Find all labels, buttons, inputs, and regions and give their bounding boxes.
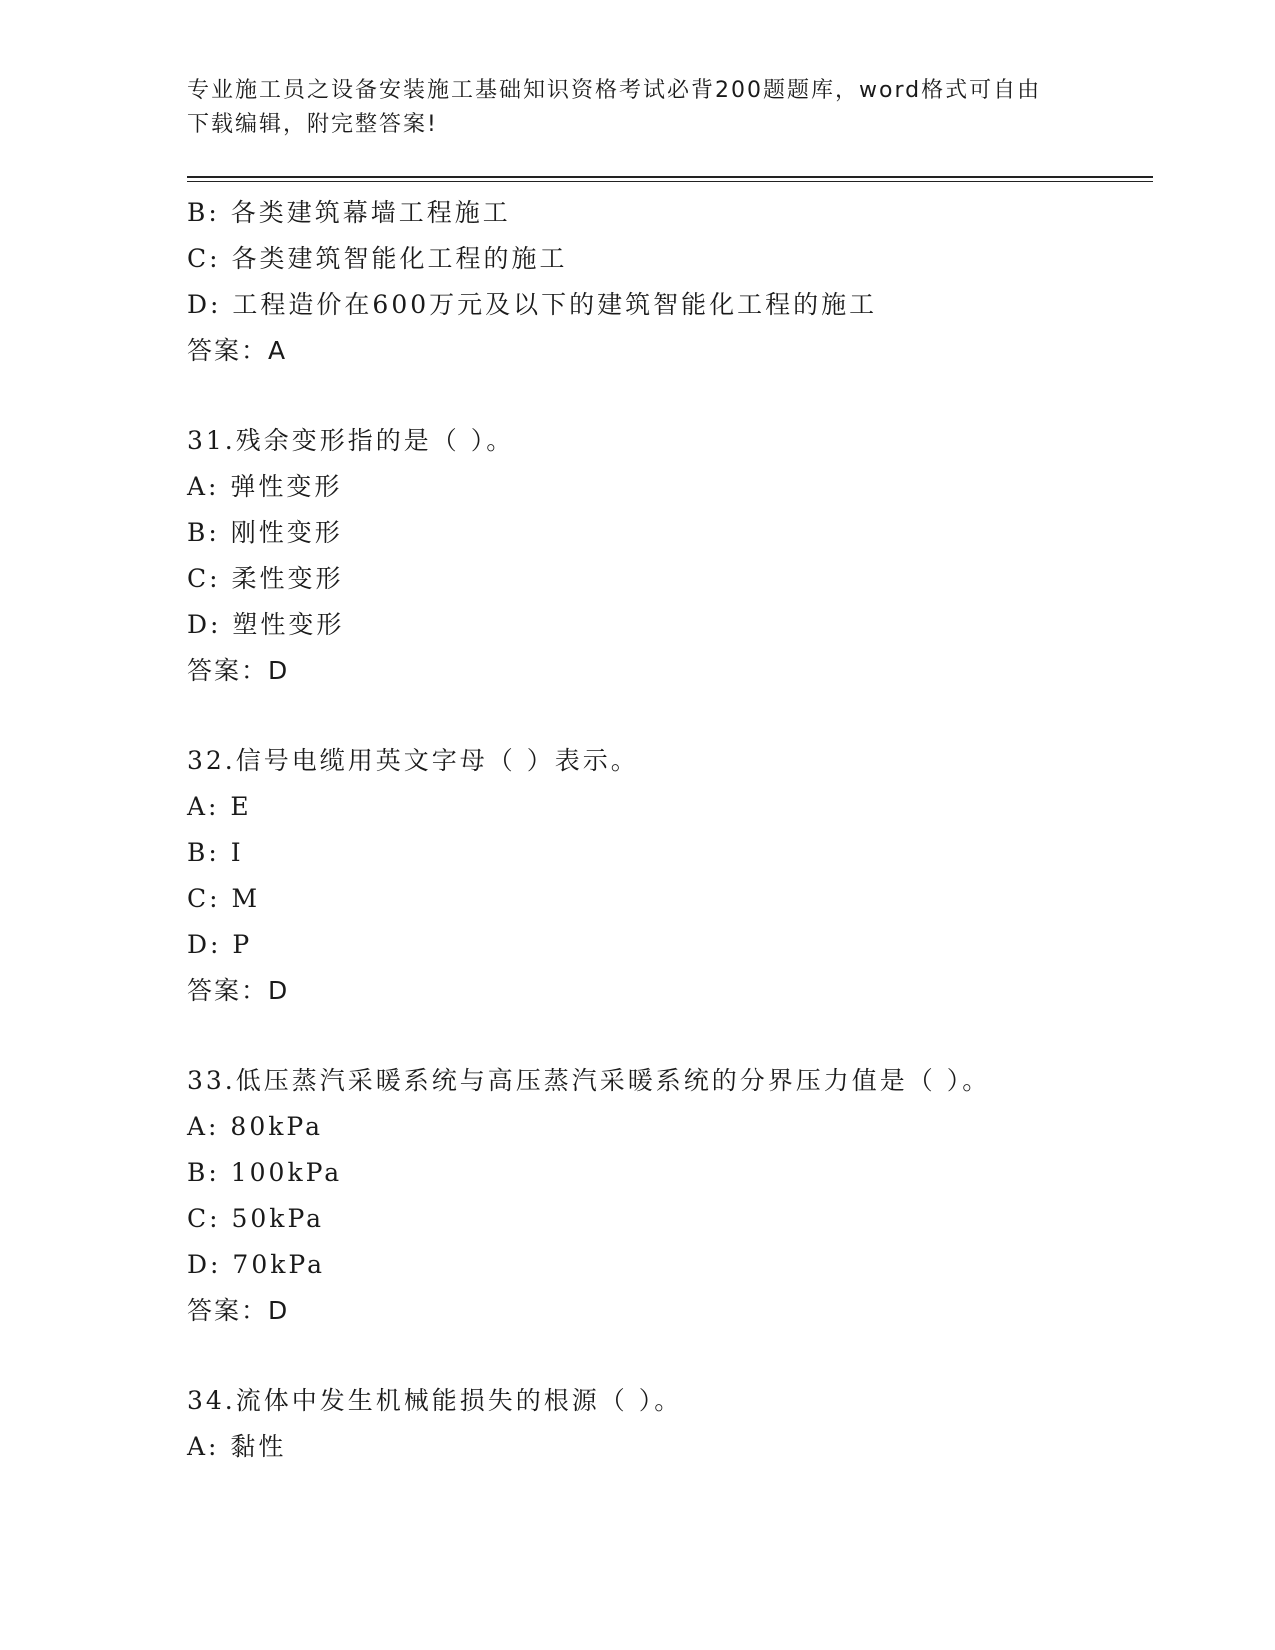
option-a: A: E [187,792,252,821]
spacer [187,694,1153,738]
header-divider-thick [187,176,1153,178]
option-b: B: 刚性变形 [187,518,343,547]
question-block-33 [187,1058,1153,1334]
option-d: D: 工程造价在600万元及以下的建筑智能化工程的施工 [187,290,878,319]
option-b: B: 各类建筑幕墙工程施工 [187,198,511,227]
option-d: D: 塑性变形 [187,610,345,639]
answer-line: 答案：D [187,1296,290,1325]
spacer [187,374,1153,418]
option-c: C: 柔性变形 [187,564,344,593]
answer-line: 答案：A [187,336,288,365]
question-stem: 34.流体中发生机械能损失的根源（ ）。 [187,1386,683,1415]
question-stem: 31.残余变形指的是（ ）。 [187,426,515,455]
header-line-2: 下载编辑，附完整答案! [187,112,438,137]
option-a: A: 黏性 [187,1432,287,1461]
option-b: B: 100kPa [187,1158,343,1187]
header-divider-thin [187,181,1153,182]
document-body [187,190,1153,1470]
answer-line: 答案：D [187,656,290,685]
option-d: D: P [187,930,253,959]
question-block-31 [187,418,1153,694]
option-b: B: I [187,838,244,867]
header-line-1: 专业施工员之设备安装施工基础知识资格考试必背200题题库，word格式可自由 [187,78,1042,103]
option-c: C: 各类建筑智能化工程的施工 [187,244,568,273]
option-c: C: 50kPa [187,1204,325,1233]
question-block-30 [187,190,1153,374]
question-stem: 32.信号电缆用英文字母（ ）表示。 [187,746,639,775]
option-d: D: 70kPa [187,1250,325,1279]
option-c: C: M [187,884,261,913]
question-block-32 [187,738,1153,1014]
answer-line: 答案：D [187,976,290,1005]
question-stem: 33.低压蒸汽采暖系统与高压蒸汽采暖系统的分界压力值是（ ）。 [187,1066,991,1095]
spacer [187,1334,1153,1378]
spacer [187,1014,1153,1058]
page-header [187,74,1087,142]
question-block-34 [187,1378,1153,1470]
option-a: A: 弹性变形 [187,472,343,501]
option-a: A: 80kPa [187,1112,323,1141]
